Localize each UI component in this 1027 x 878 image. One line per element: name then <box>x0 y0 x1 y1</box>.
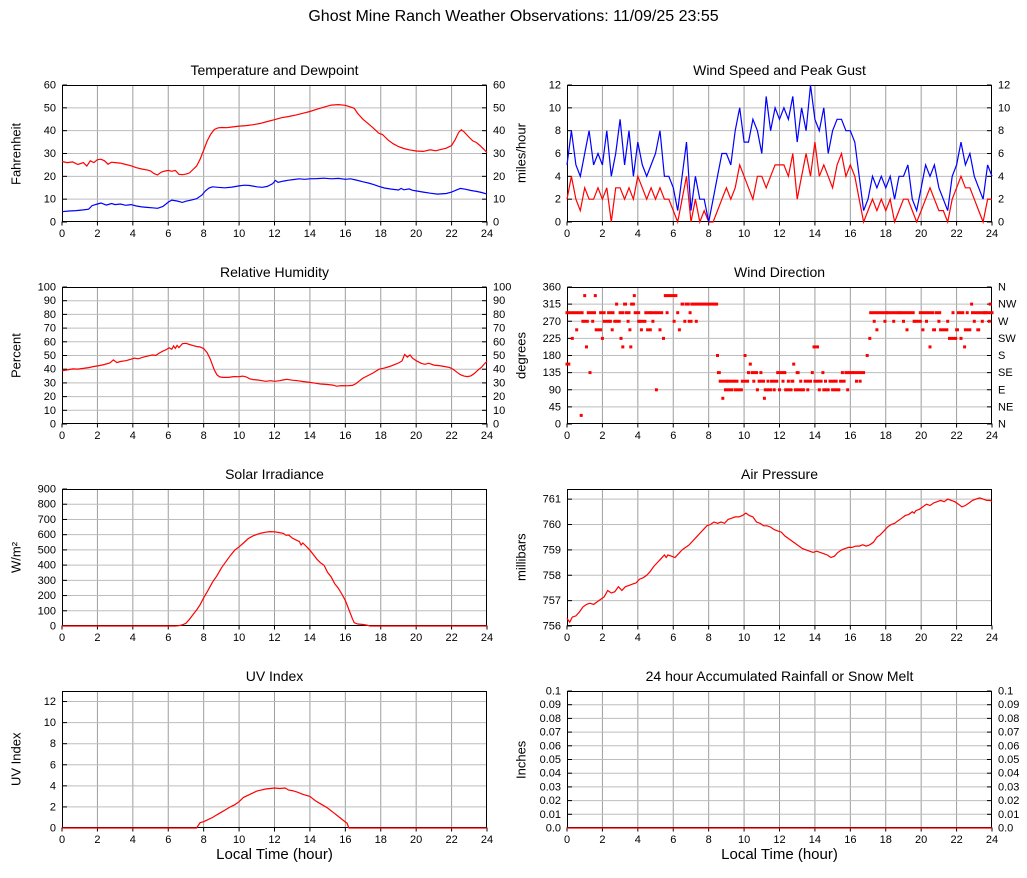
svg-text:0: 0 <box>49 620 56 633</box>
svg-text:14: 14 <box>303 834 317 846</box>
y-axis-label: degrees <box>513 332 529 379</box>
svg-text:60: 60 <box>493 336 506 349</box>
svg-text:20: 20 <box>915 632 928 644</box>
svg-text:0.1: 0.1 <box>998 685 1014 698</box>
svg-text:2: 2 <box>599 430 606 442</box>
svg-text:6: 6 <box>165 834 172 846</box>
svg-text:12: 12 <box>268 834 281 846</box>
svg-text:6: 6 <box>670 834 677 846</box>
svg-text:50: 50 <box>43 102 56 115</box>
svg-text:E: E <box>998 384 1006 397</box>
svg-text:2: 2 <box>94 632 101 644</box>
svg-text:759: 759 <box>542 544 561 557</box>
svg-text:16: 16 <box>844 632 857 644</box>
wind-direction-plot <box>542 281 1017 442</box>
svg-text:N: N <box>998 418 1006 431</box>
svg-text:10: 10 <box>232 228 246 240</box>
svg-text:10: 10 <box>493 404 506 417</box>
svg-text:18: 18 <box>879 228 892 240</box>
chart-title: Air Pressure <box>740 466 819 482</box>
svg-text:8: 8 <box>705 228 712 240</box>
svg-text:12: 12 <box>548 79 561 92</box>
svg-text:18: 18 <box>374 834 387 846</box>
svg-text:4: 4 <box>998 170 1005 183</box>
svg-text:0: 0 <box>58 632 66 644</box>
page-title: Ghost Mine Ranch Weather Observations: 11/09/25 23:55 <box>308 8 719 25</box>
svg-text:40: 40 <box>43 363 56 376</box>
svg-text:0.02: 0.02 <box>539 795 561 808</box>
svg-text:0.03: 0.03 <box>998 781 1020 794</box>
svg-text:14: 14 <box>303 228 317 240</box>
svg-text:225: 225 <box>542 332 561 345</box>
svg-text:761: 761 <box>542 493 561 506</box>
svg-text:0: 0 <box>493 418 500 431</box>
svg-text:0.1: 0.1 <box>545 685 561 698</box>
svg-text:24: 24 <box>480 834 494 846</box>
svg-text:0.09: 0.09 <box>998 699 1020 712</box>
svg-text:20: 20 <box>410 632 423 644</box>
x-axis-label: Local Time (hour) <box>216 846 333 863</box>
chart-wind-speed-gust <box>513 62 1011 240</box>
chart-title: Temperature and Dewpoint <box>190 62 359 78</box>
svg-text:0: 0 <box>998 216 1005 229</box>
chart-title: Wind Direction <box>733 264 826 280</box>
svg-text:800: 800 <box>37 498 56 511</box>
svg-text:0: 0 <box>493 216 500 229</box>
chart-relative-humidity <box>8 264 512 442</box>
svg-text:90: 90 <box>493 295 506 308</box>
svg-text:NW: NW <box>998 298 1017 311</box>
svg-text:8: 8 <box>705 632 712 644</box>
svg-text:18: 18 <box>374 430 387 442</box>
svg-text:10: 10 <box>737 632 751 644</box>
svg-text:70: 70 <box>43 322 56 335</box>
svg-text:8: 8 <box>705 430 712 442</box>
svg-text:0: 0 <box>58 228 66 240</box>
svg-text:8: 8 <box>200 632 207 644</box>
svg-text:20: 20 <box>493 391 506 404</box>
svg-text:20: 20 <box>43 170 56 183</box>
svg-text:6: 6 <box>165 228 172 240</box>
svg-text:2: 2 <box>998 193 1005 206</box>
svg-text:90: 90 <box>43 295 56 308</box>
rainfall-plot <box>539 685 1020 846</box>
svg-text:8: 8 <box>554 125 561 138</box>
chart-wind-direction <box>513 264 1017 442</box>
svg-text:16: 16 <box>339 632 352 644</box>
svg-text:2: 2 <box>94 228 101 240</box>
svg-text:S: S <box>998 350 1006 362</box>
svg-text:40: 40 <box>493 125 506 138</box>
svg-text:4: 4 <box>129 632 136 644</box>
svg-text:760: 760 <box>542 519 561 531</box>
svg-text:20: 20 <box>915 228 928 240</box>
svg-text:SW: SW <box>998 332 1016 345</box>
y-axis-label: Percent <box>8 333 24 378</box>
svg-text:14: 14 <box>303 430 317 442</box>
svg-text:24: 24 <box>985 632 999 644</box>
svg-text:6: 6 <box>554 148 561 160</box>
svg-text:80: 80 <box>493 308 506 321</box>
svg-text:NE: NE <box>998 401 1014 414</box>
svg-text:756: 756 <box>542 620 561 633</box>
chart-title: Solar Irradiance <box>225 466 324 482</box>
svg-text:2: 2 <box>49 801 56 814</box>
svg-text:20: 20 <box>493 170 506 183</box>
svg-text:SE: SE <box>998 367 1013 380</box>
svg-text:24: 24 <box>985 834 999 846</box>
svg-text:16: 16 <box>339 228 352 240</box>
svg-text:0: 0 <box>58 430 66 442</box>
svg-text:16: 16 <box>844 228 857 240</box>
svg-text:300: 300 <box>37 574 56 587</box>
svg-text:4: 4 <box>634 834 641 846</box>
svg-text:10: 10 <box>43 717 56 730</box>
svg-text:135: 135 <box>542 367 561 380</box>
air-pressure-plot <box>542 489 999 644</box>
svg-text:0: 0 <box>563 632 571 644</box>
svg-text:30: 30 <box>43 377 56 390</box>
svg-text:757: 757 <box>542 595 561 608</box>
svg-text:0.06: 0.06 <box>539 740 561 753</box>
svg-text:50: 50 <box>493 350 506 362</box>
svg-text:2: 2 <box>599 632 606 644</box>
svg-text:50: 50 <box>493 102 506 115</box>
svg-text:2: 2 <box>554 193 561 206</box>
svg-text:W: W <box>998 315 1009 328</box>
svg-text:12: 12 <box>268 228 281 240</box>
svg-text:12: 12 <box>773 430 786 442</box>
svg-text:20: 20 <box>410 228 423 240</box>
svg-text:4: 4 <box>634 228 641 240</box>
svg-text:12: 12 <box>268 632 281 644</box>
svg-text:0.01: 0.01 <box>998 808 1020 821</box>
svg-text:10: 10 <box>737 430 751 442</box>
svg-text:0.05: 0.05 <box>539 754 561 766</box>
svg-text:758: 758 <box>542 569 561 582</box>
svg-text:6: 6 <box>670 228 677 240</box>
svg-text:100: 100 <box>493 281 512 294</box>
svg-text:20: 20 <box>915 430 928 442</box>
svg-text:8: 8 <box>998 125 1005 138</box>
y-axis-label: millibars <box>513 533 529 582</box>
svg-text:10: 10 <box>232 632 246 644</box>
svg-text:14: 14 <box>808 430 822 442</box>
svg-text:22: 22 <box>445 834 458 846</box>
svg-text:20: 20 <box>410 834 423 846</box>
svg-text:500: 500 <box>37 544 56 557</box>
svg-text:14: 14 <box>303 632 317 644</box>
chart-title: Relative Humidity <box>220 264 329 280</box>
svg-text:24: 24 <box>985 430 999 442</box>
chart-air-pressure <box>513 466 999 644</box>
chart-title: 24 hour Accumulated Rainfall or Snow Melt <box>645 668 914 684</box>
svg-text:4: 4 <box>634 632 641 644</box>
svg-text:14: 14 <box>808 632 822 644</box>
svg-text:40: 40 <box>493 363 506 376</box>
svg-text:80: 80 <box>43 308 56 321</box>
svg-text:12: 12 <box>998 79 1011 92</box>
y-axis-label: UV Index <box>8 732 24 787</box>
uv-index-plot <box>43 691 494 846</box>
svg-text:22: 22 <box>950 228 963 240</box>
svg-text:2: 2 <box>599 834 606 846</box>
svg-text:900: 900 <box>37 483 56 496</box>
svg-text:0: 0 <box>49 418 56 431</box>
y-axis-label: Inches <box>513 740 529 779</box>
svg-text:22: 22 <box>950 834 963 846</box>
svg-text:8: 8 <box>49 738 56 751</box>
svg-text:2: 2 <box>94 430 101 442</box>
svg-text:14: 14 <box>808 228 822 240</box>
chart-rainfall <box>513 668 1020 863</box>
svg-text:4: 4 <box>49 780 56 793</box>
svg-text:200: 200 <box>37 590 56 603</box>
svg-text:24: 24 <box>985 228 999 240</box>
svg-text:270: 270 <box>542 315 561 328</box>
svg-text:18: 18 <box>879 834 892 846</box>
y-axis-label: Fahrenheit <box>8 122 24 185</box>
svg-text:16: 16 <box>844 430 857 442</box>
svg-text:18: 18 <box>879 632 892 644</box>
svg-text:600: 600 <box>37 529 56 542</box>
svg-text:6: 6 <box>165 632 172 644</box>
svg-text:0: 0 <box>554 418 561 431</box>
svg-text:16: 16 <box>844 834 857 846</box>
svg-text:20: 20 <box>915 834 928 846</box>
svg-text:2: 2 <box>94 834 101 846</box>
svg-text:0: 0 <box>49 216 56 229</box>
svg-text:18: 18 <box>374 632 387 644</box>
svg-text:12: 12 <box>773 834 786 846</box>
svg-text:0.08: 0.08 <box>998 712 1020 725</box>
svg-text:30: 30 <box>43 148 56 160</box>
svg-text:0.06: 0.06 <box>998 740 1020 753</box>
svg-text:0: 0 <box>58 834 66 846</box>
svg-text:24: 24 <box>480 228 494 240</box>
svg-text:0: 0 <box>554 216 561 229</box>
svg-text:12: 12 <box>268 430 281 442</box>
svg-text:0: 0 <box>563 430 571 442</box>
chart-temperature-dewpoint <box>8 62 506 240</box>
svg-text:180: 180 <box>542 350 561 362</box>
svg-text:24: 24 <box>480 632 494 644</box>
svg-text:0.03: 0.03 <box>539 781 561 794</box>
svg-text:2: 2 <box>599 228 606 240</box>
svg-text:4: 4 <box>129 228 136 240</box>
svg-text:0.0: 0.0 <box>998 822 1014 835</box>
solar-irradiance-plot <box>37 483 494 644</box>
svg-text:100: 100 <box>37 281 56 294</box>
svg-text:8: 8 <box>705 834 712 846</box>
svg-text:22: 22 <box>445 632 458 644</box>
svg-text:0.09: 0.09 <box>539 699 561 712</box>
x-axis-label: Local Time (hour) <box>721 846 838 863</box>
svg-text:14: 14 <box>808 834 822 846</box>
svg-text:315: 315 <box>542 298 561 311</box>
relative-humidity-plot <box>37 281 512 442</box>
svg-text:10: 10 <box>998 102 1011 115</box>
svg-text:45: 45 <box>548 401 561 414</box>
svg-text:30: 30 <box>493 148 506 160</box>
svg-text:20: 20 <box>43 391 56 404</box>
svg-text:22: 22 <box>445 430 458 442</box>
svg-text:16: 16 <box>339 834 352 846</box>
svg-text:12: 12 <box>773 632 786 644</box>
svg-text:0: 0 <box>49 822 56 835</box>
wind-speed-gust-plot <box>548 79 1011 240</box>
svg-text:400: 400 <box>37 559 56 572</box>
svg-text:12: 12 <box>773 228 786 240</box>
svg-text:30: 30 <box>493 377 506 390</box>
svg-text:0: 0 <box>563 834 571 846</box>
y-axis-label: W/m² <box>8 541 24 574</box>
chart-solar-irradiance <box>8 466 494 644</box>
svg-text:8: 8 <box>200 834 207 846</box>
svg-text:6: 6 <box>670 430 677 442</box>
svg-text:22: 22 <box>445 228 458 240</box>
svg-text:60: 60 <box>493 79 506 92</box>
svg-text:8: 8 <box>200 228 207 240</box>
svg-text:10: 10 <box>548 102 561 115</box>
y-axis-label: miles/hour <box>513 123 529 184</box>
svg-text:4: 4 <box>129 430 136 442</box>
svg-text:24: 24 <box>480 430 494 442</box>
svg-text:10: 10 <box>493 193 506 206</box>
svg-text:N: N <box>998 281 1006 294</box>
svg-text:60: 60 <box>43 336 56 349</box>
svg-text:18: 18 <box>374 228 387 240</box>
svg-text:0.07: 0.07 <box>539 726 561 739</box>
chart-title: UV Index <box>245 668 304 684</box>
svg-text:10: 10 <box>43 193 56 206</box>
svg-text:360: 360 <box>542 281 561 294</box>
chart-uv-index <box>8 668 494 863</box>
svg-text:6: 6 <box>49 759 56 772</box>
svg-text:22: 22 <box>950 430 963 442</box>
svg-text:100: 100 <box>37 605 56 618</box>
svg-text:0.04: 0.04 <box>998 767 1020 780</box>
svg-text:4: 4 <box>129 834 136 846</box>
svg-text:18: 18 <box>879 430 892 442</box>
svg-text:10: 10 <box>232 834 246 846</box>
svg-text:0: 0 <box>563 228 571 240</box>
svg-text:6: 6 <box>165 430 172 442</box>
temperature-dewpoint-plot <box>43 79 506 240</box>
svg-text:0.05: 0.05 <box>998 754 1020 766</box>
svg-text:60: 60 <box>43 79 56 92</box>
chart-title: Wind Speed and Peak Gust <box>693 62 866 78</box>
svg-text:0.02: 0.02 <box>998 795 1020 808</box>
svg-text:10: 10 <box>737 834 751 846</box>
svg-text:0.01: 0.01 <box>539 808 561 821</box>
svg-text:6: 6 <box>670 632 677 644</box>
svg-text:0.04: 0.04 <box>539 767 561 780</box>
svg-text:0.08: 0.08 <box>539 712 561 725</box>
svg-text:0.07: 0.07 <box>998 726 1020 739</box>
svg-text:12: 12 <box>43 696 56 708</box>
svg-text:4: 4 <box>554 170 561 183</box>
svg-text:40: 40 <box>43 125 56 138</box>
svg-text:10: 10 <box>737 228 751 240</box>
svg-text:70: 70 <box>493 322 506 335</box>
svg-text:8: 8 <box>200 430 207 442</box>
svg-text:4: 4 <box>634 430 641 442</box>
svg-text:20: 20 <box>410 430 423 442</box>
svg-text:0.0: 0.0 <box>545 822 561 835</box>
svg-text:16: 16 <box>339 430 352 442</box>
svg-text:700: 700 <box>37 513 56 526</box>
svg-text:10: 10 <box>43 404 56 417</box>
svg-text:50: 50 <box>43 350 56 362</box>
svg-text:90: 90 <box>548 384 561 397</box>
svg-text:22: 22 <box>950 632 963 644</box>
svg-text:6: 6 <box>998 148 1005 160</box>
svg-text:10: 10 <box>232 430 246 442</box>
